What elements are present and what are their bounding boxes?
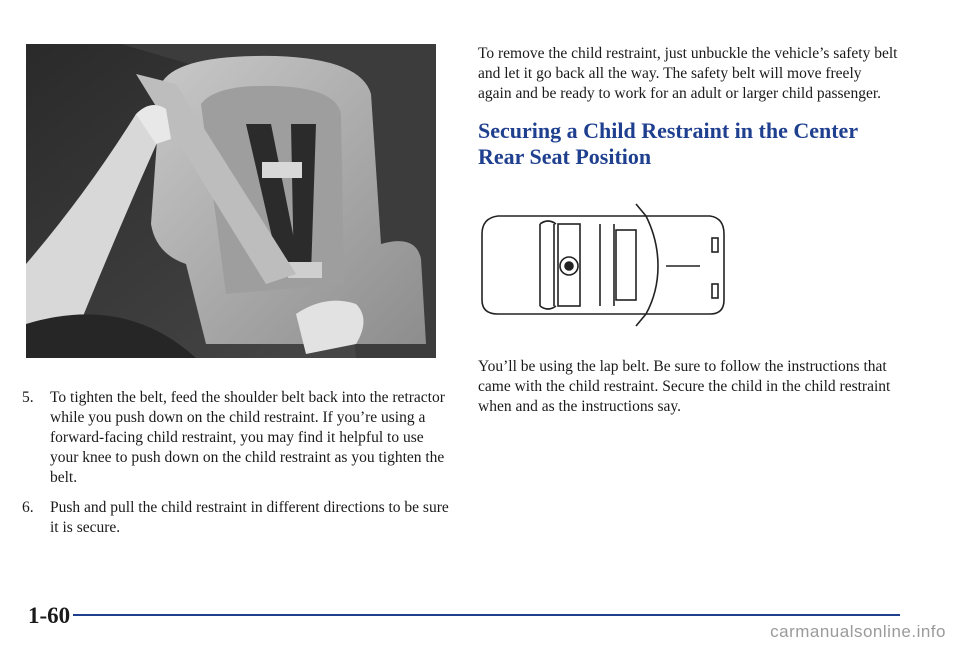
intro-paragraph: To remove the child restraint, just unbuckle the vehicle’s safety belt and let it go back all the way. The safety belt will move freely again and be ready to work for an adult or larger child passenger. <box>478 45 898 102</box>
list-item <box>22 388 452 488</box>
child-seat-photo <box>26 44 436 358</box>
step-number: 6. <box>22 499 34 516</box>
page-number: 1-60 <box>28 603 71 628</box>
section-heading: Securing a Child Restraint in the Center Rear Seat Position <box>478 118 858 169</box>
step-text: To tighten the belt, feed the shoulder belt back into the retractor while you push down on the child restraint. If you’re using a forward-facing child restraint, you may find it helpful to use your knee to push down on the child restraint as you tighten the belt. <box>50 389 445 486</box>
footer-rule <box>73 614 900 616</box>
step-text: Push and pull the child restraint in different directions to be sure it is secure. <box>50 499 449 536</box>
body-paragraph-container <box>478 357 898 417</box>
step-number: 5. <box>22 389 34 406</box>
list-item <box>22 498 452 538</box>
body-paragraph: You’ll be using the lap belt. Be sure to follow the instructions that came with the child restraint. Secure the child in the child restraint when and as the instructions say. <box>478 358 891 415</box>
seat-position-diagram <box>478 200 728 330</box>
right-column <box>478 44 898 170</box>
steps-list <box>22 388 452 548</box>
watermark-text: carmanualsonline.info <box>770 622 946 641</box>
